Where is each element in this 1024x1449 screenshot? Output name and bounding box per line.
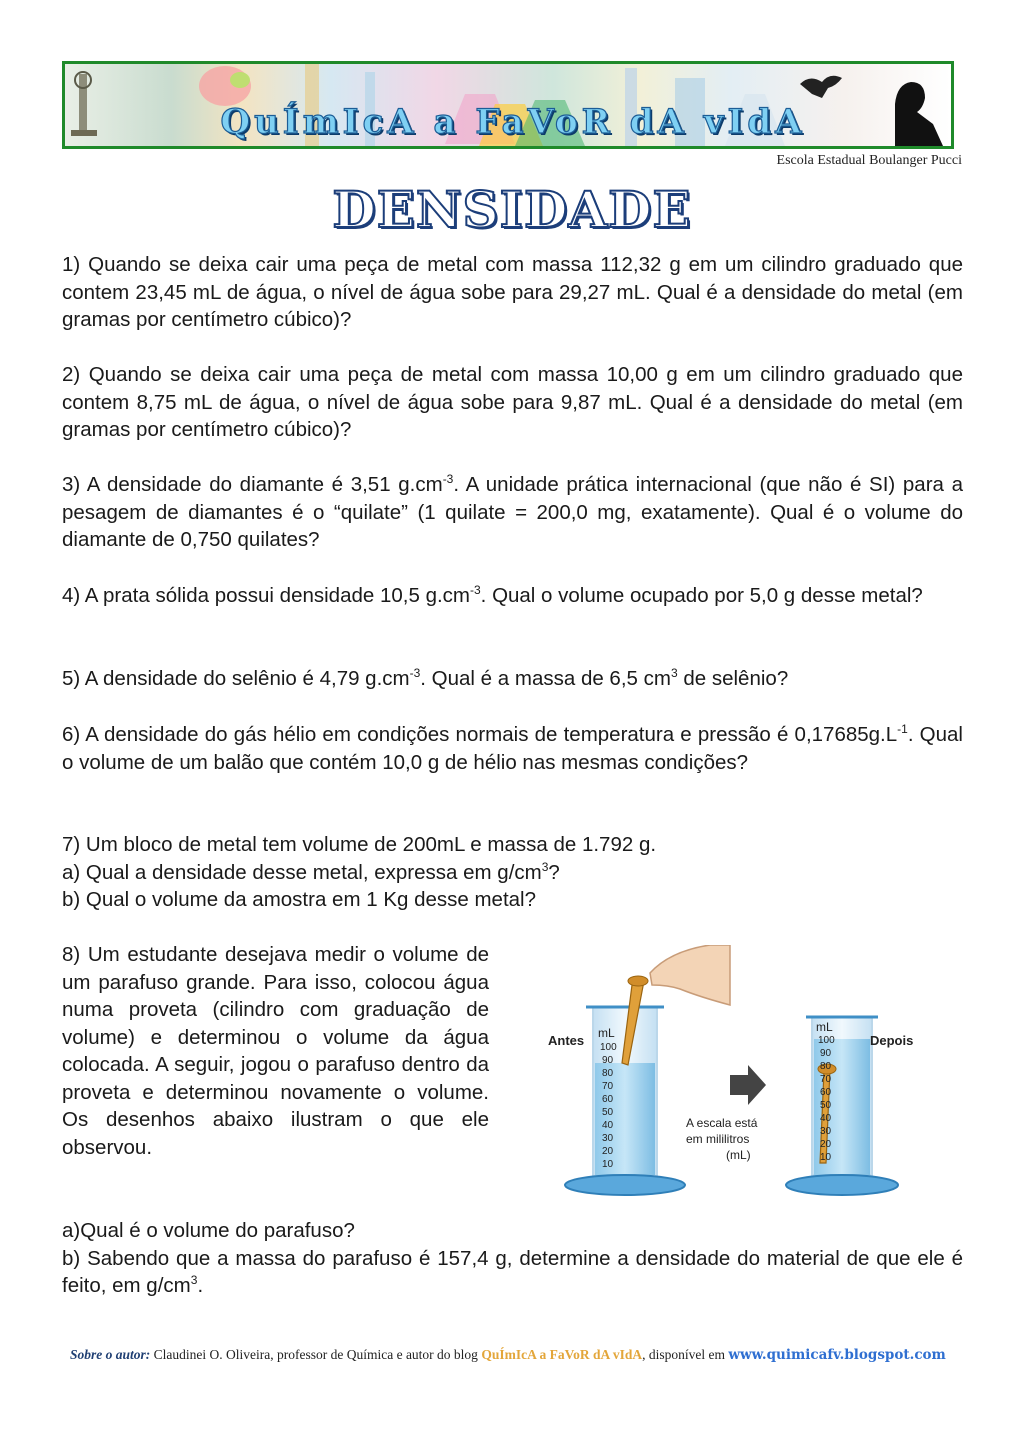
question-8-item-a: a)Qual é o volume do parafuso?	[62, 1219, 355, 1242]
scale-note-3: (mL)	[726, 1148, 751, 1162]
question-2-text: 2) Quando se deixa cair uma peça de metal com massa 10,00 g em um cilindro graduado que contem 8,75 mL de água, o nível de água sobe para 9,87 mL. Qual é a densidade do metal (em gramas por centímetro cúbico)?	[62, 363, 963, 441]
tick-label: 30	[602, 1133, 614, 1144]
question-5-exponent-2: 3	[670, 666, 678, 681]
question-4-exponent: -3	[470, 583, 481, 598]
question-6	[62, 721, 963, 776]
tick-label: 60	[602, 1094, 614, 1105]
tick-label: 80	[602, 1068, 614, 1079]
question-3-part-b: . A unidade prática internacional (que não é SI) para a pesagem de diamantes é o “quilate” (1 quilate = 200,0 mg, exatamente). Qual é o volume do diamante de 0,750 quilates?	[62, 473, 963, 551]
tick-label: 100	[600, 1042, 617, 1053]
question-6-text	[62, 721, 963, 776]
footer-text-2: , disponível em	[642, 1347, 729, 1362]
footer-label: Sobre o autor:	[70, 1347, 151, 1362]
question-5-part-b: . Qual é a massa de 6,5 cm	[420, 667, 671, 690]
question-3-part-a: 3) A densidade do diamante é 3,51 g.cm	[62, 473, 443, 496]
question-4	[62, 582, 963, 610]
question-7-line-1: 7) Um bloco de metal tem volume de 200mL e massa de 1.792 g.	[62, 833, 657, 856]
question-7-line-2	[62, 859, 963, 887]
tick-label: 20	[820, 1139, 832, 1150]
question-5-text	[62, 665, 963, 693]
tick-label: 10	[602, 1159, 614, 1170]
tick-label: 10	[820, 1152, 832, 1163]
tick-label: 90	[820, 1048, 832, 1059]
footer-url-link[interactable]: www.quimicafv.blogspot.com	[728, 1347, 946, 1363]
tick-label: 70	[820, 1074, 832, 1085]
question-4-part-b: . Qual o volume ocupado por 5,0 g desse metal?	[480, 584, 923, 607]
question-7-line-2-end: ?	[548, 860, 560, 884]
banner-title: QuÍmIcA a FaVoR dA vIdA	[220, 102, 806, 142]
tick-label: 60	[820, 1087, 832, 1098]
question-8-text: 8) Um estudante desejava medir o volume de um parafuso grande. Para isso, colocou água numa proveta (cilindro com graduação de volume) e determinou o volume da água colocada. A seguir, jogou o parafuso dentro da proveta e determinou novamente o volume. Os desenhos abaixo ilustram o que ele observou.	[62, 943, 489, 1159]
question-8-item-b	[62, 1245, 963, 1300]
school-name: Escola Estadual Boulanger Pucci	[776, 153, 962, 168]
question-6-part-b: . Qual o volume de um balão que contém 10,0 g de hélio nas mesmas condições?	[62, 723, 963, 774]
after-label: Depois	[870, 1033, 914, 1048]
question-8	[62, 941, 489, 1161]
unit-label-before: mL	[598, 1026, 615, 1040]
tick-label: 50	[820, 1100, 832, 1111]
question-4-part-a: 4) A prata sólida possui densidade 10,5 g.cm	[62, 584, 470, 607]
question-8-item-b-text: b) Sabendo que a massa do parafuso é 157,4 g, determine a densidade do material de que ele é feito, em g/cm	[62, 1246, 963, 1297]
question-8-items	[62, 1217, 963, 1300]
question-8-exponent: 3	[190, 1273, 198, 1288]
question-6-exponent: -1	[897, 722, 908, 737]
scale-note-2: em mililitros	[686, 1132, 750, 1146]
tick-label: 40	[602, 1120, 614, 1131]
author-footer	[70, 1347, 946, 1363]
footer-blog-link[interactable]: QuÍmIcA a FaVoR dA vIdA	[481, 1347, 643, 1362]
question-8-item-b-end: .	[197, 1274, 204, 1297]
question-7	[62, 831, 963, 914]
tick-label: 50	[602, 1107, 614, 1118]
question-6-part-a: 6) A densidade do gás hélio em condições normais de temperatura e pressão é 0,17685g.L	[62, 723, 898, 746]
before-label: Antes	[548, 1033, 585, 1048]
question-7-exponent: 3	[541, 859, 549, 874]
question-1-text: 1) Quando se deixa cair uma peça de metal com massa 112,32 g em um cilindro graduado que contem 23,45 mL de água, o nível de água sobe para 29,27 mL. Qual é a densidade do metal (em gramas por centímetro cúbico)?	[62, 253, 963, 331]
tick-label: 20	[602, 1146, 614, 1157]
unit-label-after: mL	[816, 1020, 833, 1034]
question-3-exponent: -3	[442, 472, 454, 487]
question-5-part-c: de selênio?	[677, 667, 789, 690]
tick-label: 80	[820, 1061, 832, 1072]
footer-text: Claudinei O. Oliveira, professor de Química e autor do blog	[150, 1347, 482, 1362]
scale-note-1: A escala está	[686, 1116, 758, 1130]
question-7-line-2-text: a) Qual a densidade desse metal, expressa em g/cm	[62, 860, 542, 884]
question-2	[62, 361, 963, 444]
tick-label: 90	[602, 1055, 614, 1066]
question-3-text	[62, 471, 963, 554]
question-5-part-a: 5) A densidade do selênio é 4,79 g.cm	[62, 667, 410, 690]
tick-label: 40	[820, 1113, 832, 1124]
graduated-cylinder-figure	[540, 945, 962, 1200]
question-5-exponent-1: -3	[409, 666, 421, 681]
blog-banner	[62, 61, 954, 149]
arrow-right-icon	[730, 1065, 766, 1105]
question-3	[62, 471, 963, 554]
tick-label: 100	[818, 1035, 835, 1046]
tick-label: 70	[602, 1081, 614, 1092]
question-4-text	[62, 582, 963, 610]
question-1	[62, 251, 963, 334]
question-5	[62, 665, 963, 693]
hand-image	[650, 945, 730, 1005]
page-title: DENSIDADE	[332, 180, 692, 239]
question-7-line-3: b) Qual o volume da amostra em 1 Kg desse metal?	[62, 888, 537, 911]
tick-label: 30	[820, 1126, 832, 1137]
